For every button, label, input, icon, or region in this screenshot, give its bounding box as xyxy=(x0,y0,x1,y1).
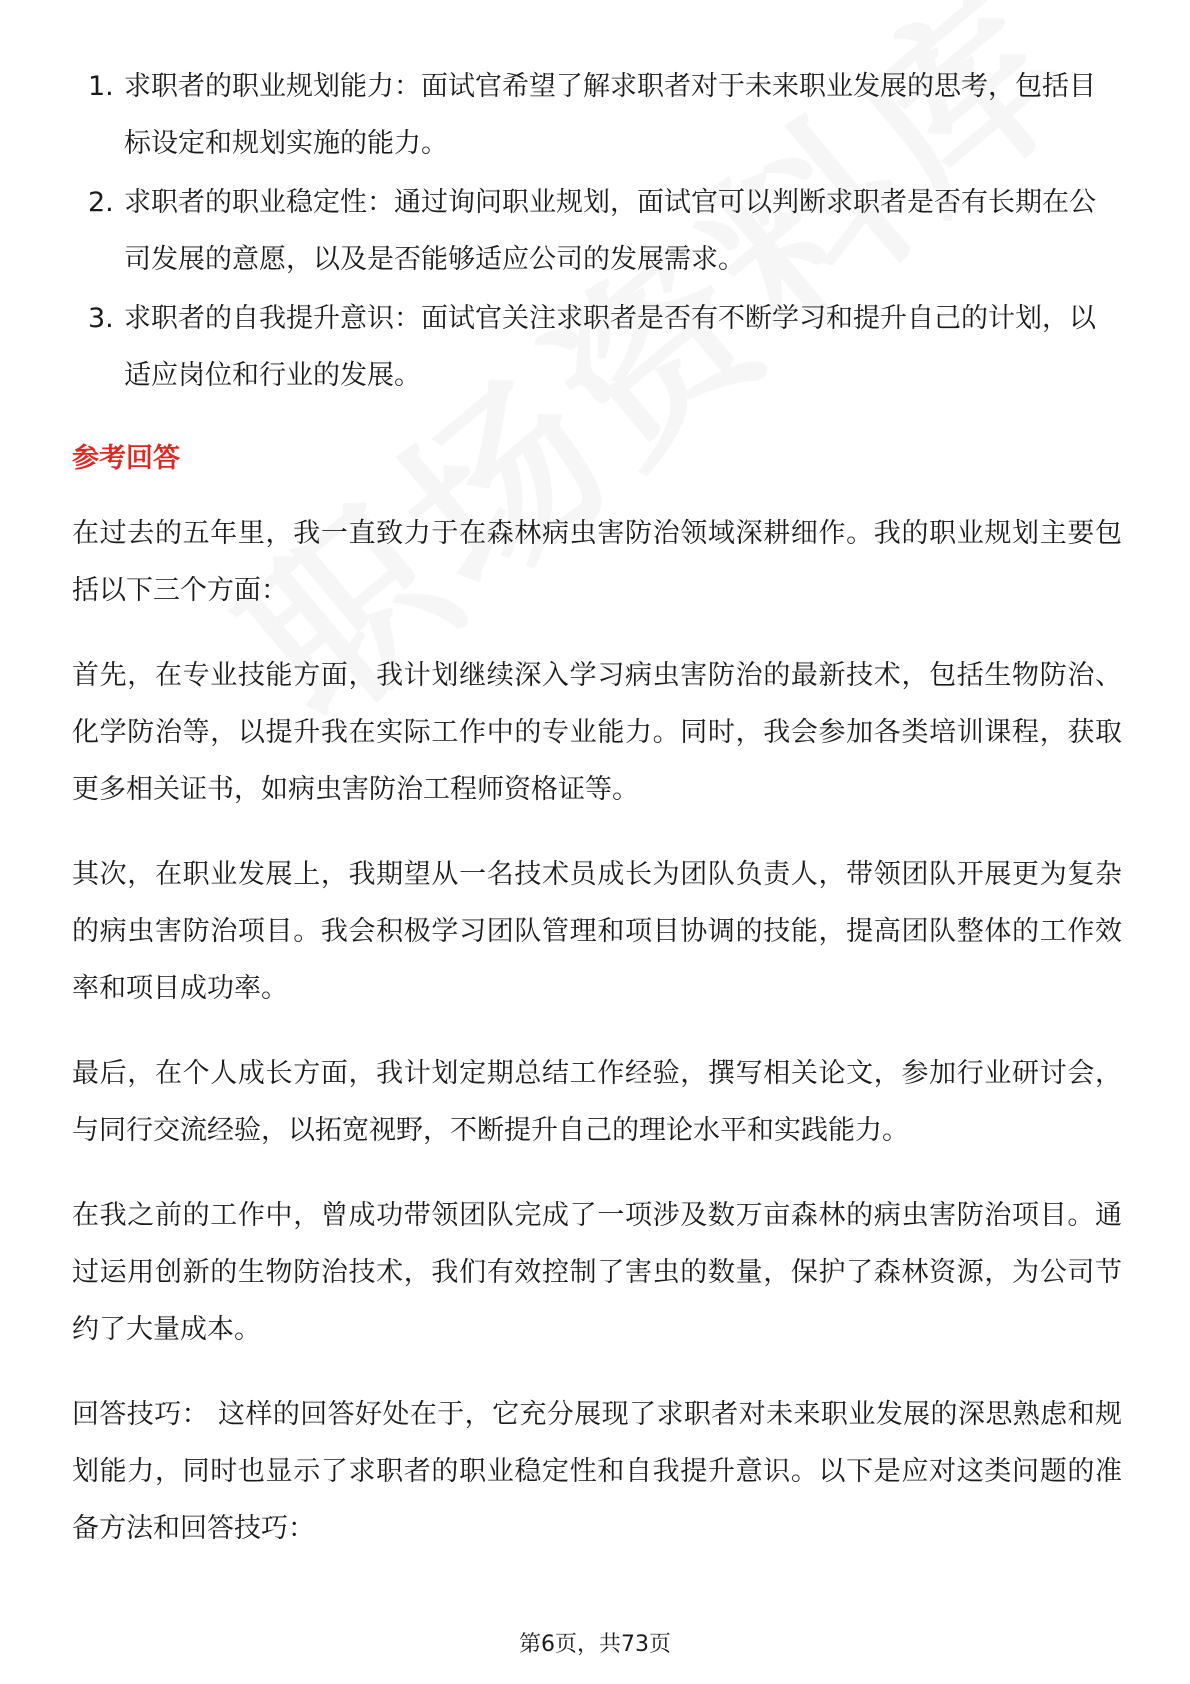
list-item-text: 求职者的职业稳定性：通过询问职业规划，面试官可以判断求职者是否有长期在公司发展的意愿，以及是否能够适应公司的发展需求。 xyxy=(124,187,1096,275)
numbered-list xyxy=(72,58,1122,404)
list-item-number: 2. xyxy=(88,187,114,218)
paragraph-intro: 在过去的五年里，我一直致力于在森林病虫害防治领域深耕细作。我的职业规划主要包括以下三个方面： xyxy=(72,518,1122,606)
page-content xyxy=(72,58,1122,1585)
list-item-number: 3. xyxy=(88,303,114,334)
list-item xyxy=(72,290,1122,404)
paragraph-experience: 在我之前的工作中，曾成功带领团队完成了一项涉及数万亩森林的病虫害防治项目。通过运用创新的生物防治技术，我们有效控制了害虫的数量，保护了森林资源，为公司节约了大量成本。 xyxy=(72,1200,1122,1345)
list-item xyxy=(72,174,1122,288)
paragraph-last: 最后，在个人成长方面，我计划定期总结工作经验，撰写相关论文，参加行业研讨会，与同行交流经验，以拓宽视野，不断提升自己的理论水平和实践能力。 xyxy=(72,1058,1122,1146)
paragraph-second: 其次，在职业发展上，我期望从一名技术员成长为团队负责人，带领团队开展更为复杂的病虫害防治项目。我会积极学习团队管理和项目协调的技能，提高团队整体的工作效率和项目成功率。 xyxy=(72,859,1122,1004)
list-item xyxy=(72,58,1122,172)
page-footer: 第6页，共73页 xyxy=(519,1632,671,1657)
section-heading: 参考回答 xyxy=(72,443,180,474)
list-item-text: 求职者的职业规划能力：面试官希望了解求职者对于未来职业发展的思考，包括目标设定和规划实施的能力。 xyxy=(124,71,1096,159)
paragraph-tips: 回答技巧： 这样的回答好处在于，它充分展现了求职者对未来职业发展的深思熟虑和规划能力，同时也显示了求职者的职业稳定性和自我提升意识。以下是应对这类问题的准备方法和回答技巧： xyxy=(72,1399,1122,1544)
list-item-text: 求职者的自我提升意识：面试官关注求职者是否有不断学习和提升自己的计划，以适应岗位和行业的发展。 xyxy=(124,303,1096,391)
paragraph-first: 首先，在专业技能方面，我计划继续深入学习病虫害防治的最新技术，包括生物防治、化学防治等，以提升我在实际工作中的专业能力。同时，我会参加各类培训课程，获取更多相关证书，如病虫害防治工程师资格证等。 xyxy=(72,660,1122,805)
list-item-number: 1. xyxy=(88,71,114,102)
